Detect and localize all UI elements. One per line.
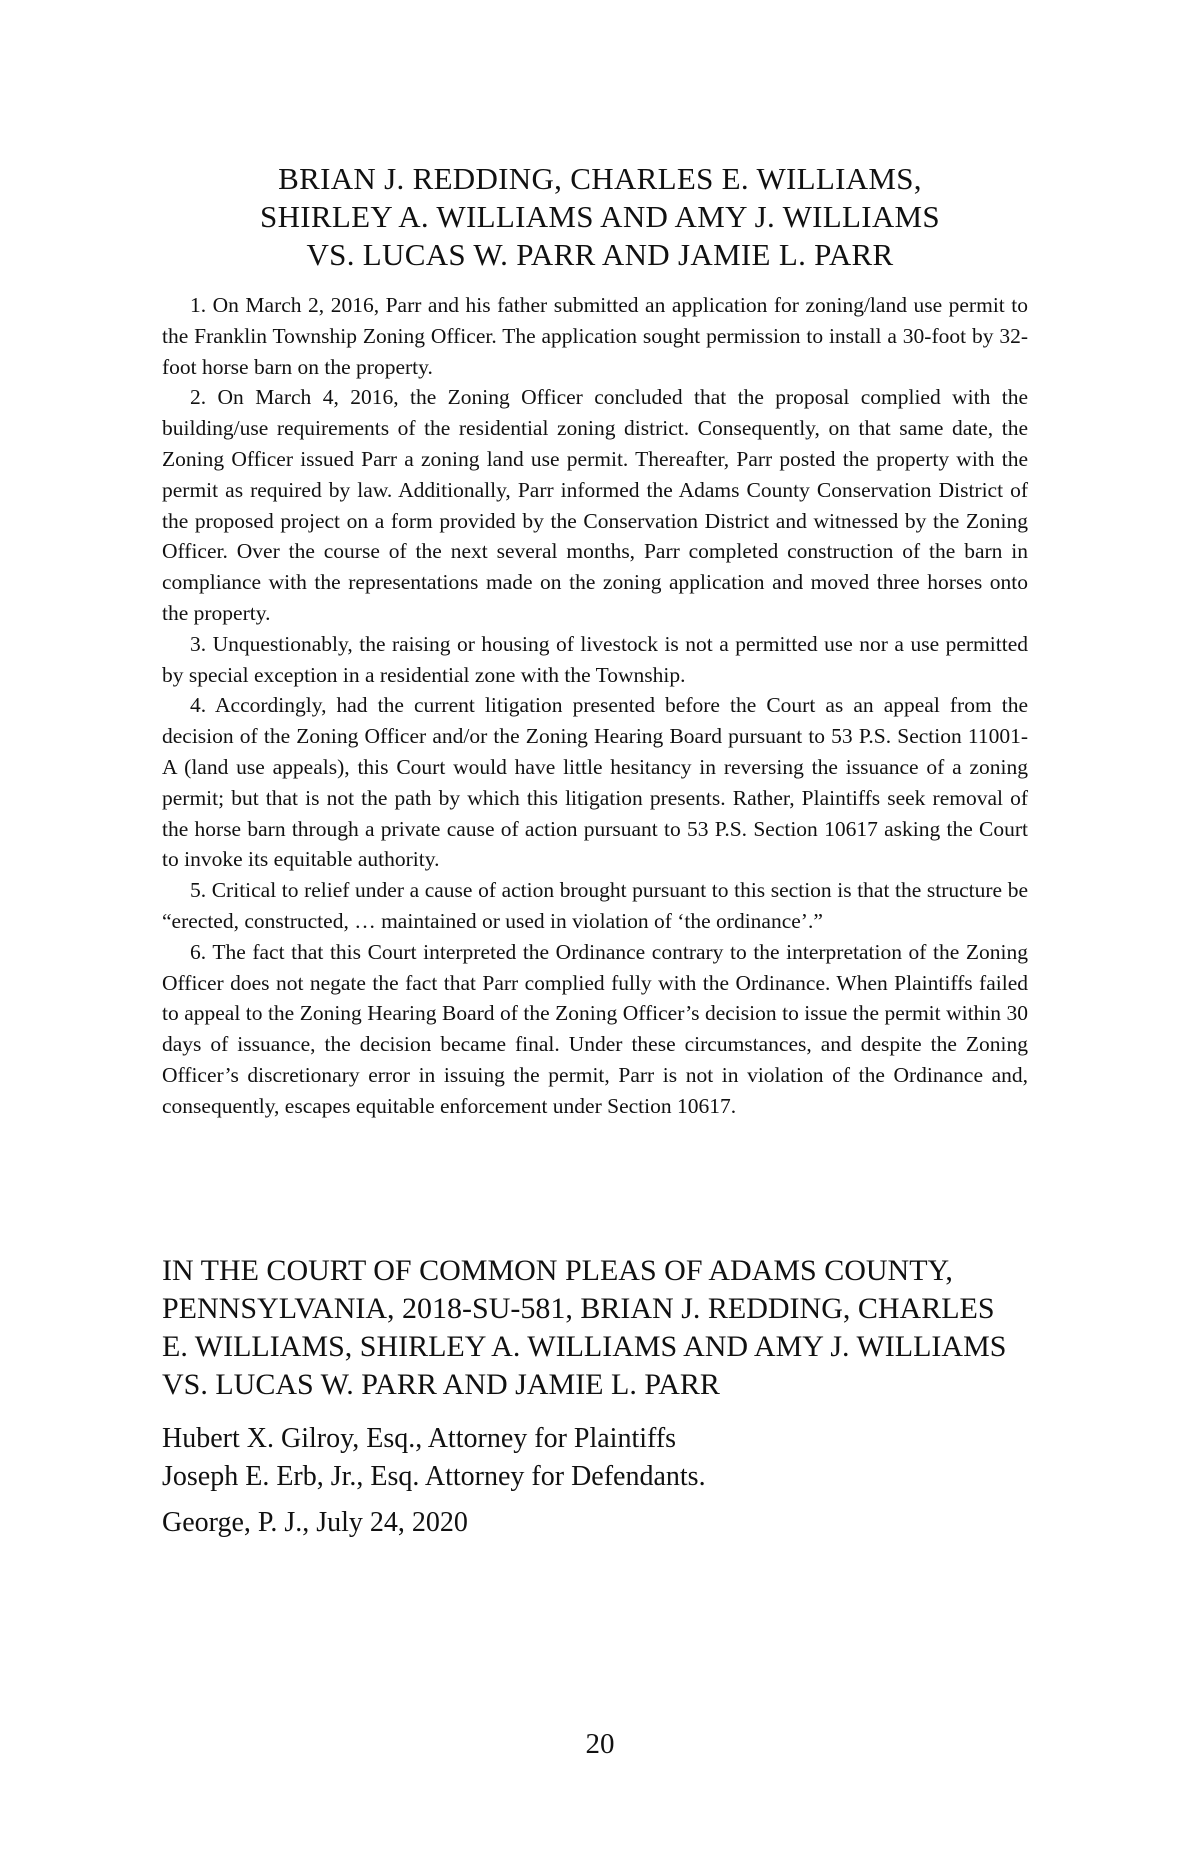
caption-line: VS. LUCAS W. PARR AND JAMIE L. PARR: [162, 1368, 720, 1401]
headnote-paragraph: 3. Unquestionably, the raising or housing of livestock is not a permitted use nor a use permitted by special exception in a residential zone with the Township.: [162, 631, 1028, 687]
page-number: 20: [585, 1728, 615, 1760]
headnote-paragraph: 5. Critical to relief under a cause of action brought pursuant to this section is that the structure be “erected, constructed, … maintained or used in violation of ‘the ordinance’.”: [162, 878, 1028, 933]
court-caption: [162, 1252, 1042, 1404]
caption-line: E. WILLIAMS, SHIRLEY A. WILLIAMS AND AMY J. WILLIAMS: [162, 1330, 1007, 1363]
counsel-plaintiffs: Hubert X. Gilroy, Esq., Attorney for Plaintiffs: [162, 1423, 677, 1454]
caption-line: IN THE COURT OF COMMON PLEAS OF ADAMS COUNTY,: [162, 1254, 953, 1287]
headnote-paragraph: 6. The fact that this Court interpreted the Ordinance contrary to the interpretation of the Zoning Officer does not negate the fact that Parr complied fully with the Ordinance. When Plaintiffs failed to appeal to the Zoning Hearing Board of the Zoning Officer’s decision to issue the permit within 30 days of issuance, the decision became final. Under these circumstances, and despite the Zoning Officer’s discretionary error in issuing the permit, Parr is not in violation of the Ordinance and, consequently, escapes equitable enforcement under Section 10617.: [162, 939, 1028, 1118]
judge-line: George, P. J., July 24, 2020: [162, 1507, 468, 1538]
headnote-paragraph: 4. Accordingly, had the current litigation presented before the Court as an appeal from the decision of the Zoning Officer and/or the Zoning Hearing Board pursuant to 53 P.S. Section 11001-A (land use appeals), this Court would have little hesitancy in reversing the issuance of a zoning permit; but that is not the path by which this litigation presents. Rather, Plaintiffs seek removal of the horse barn through a private cause of action pursuant to 53 P.S. Section 10617 asking the Court to invoke its equitable authority.: [162, 693, 1028, 872]
headnote-paragraph: 1. On March 2, 2016, Parr and his father submitted an application for zoning/land use permit to the Franklin Township Zoning Officer. The application sought permission to install a 30-foot by 32-foot horse barn on the property.: [162, 293, 1028, 379]
counsel-list: [162, 1420, 1042, 1496]
headnote-paragraph: 2. On March 4, 2016, the Zoning Officer concluded that the proposal complied with the building/use requirements of the residential zoning district. Consequently, on that same date, the Zoning Officer issued Parr a zoning land use permit. Thereafter, Parr posted the property with the permit as required by law. Additionally, Parr informed the Adams County Conservation District of the proposed project on a form provided by the Conservation District and witnessed by the Zoning Officer. Over the course of the next several months, Parr completed construction of the barn in compliance with the representations made on the zoning application and moved three horses onto the property.: [162, 385, 1028, 625]
case-title-line: SHIRLEY A. WILLIAMS AND AMY J. WILLIAMS: [260, 199, 940, 234]
case-title: [150, 160, 1050, 274]
headnotes: [162, 290, 1028, 1122]
case-title-line: BRIAN J. REDDING, CHARLES E. WILLIAMS,: [278, 161, 922, 196]
caption-line: PENNSYLVANIA, 2018-SU-581, BRIAN J. REDDING, CHARLES: [162, 1292, 995, 1325]
counsel-defendants: Joseph E. Erb, Jr., Esq. Attorney for Defendants.: [162, 1461, 706, 1492]
case-title-line: VS. LUCAS W. PARR AND JAMIE L. PARR: [306, 237, 894, 272]
